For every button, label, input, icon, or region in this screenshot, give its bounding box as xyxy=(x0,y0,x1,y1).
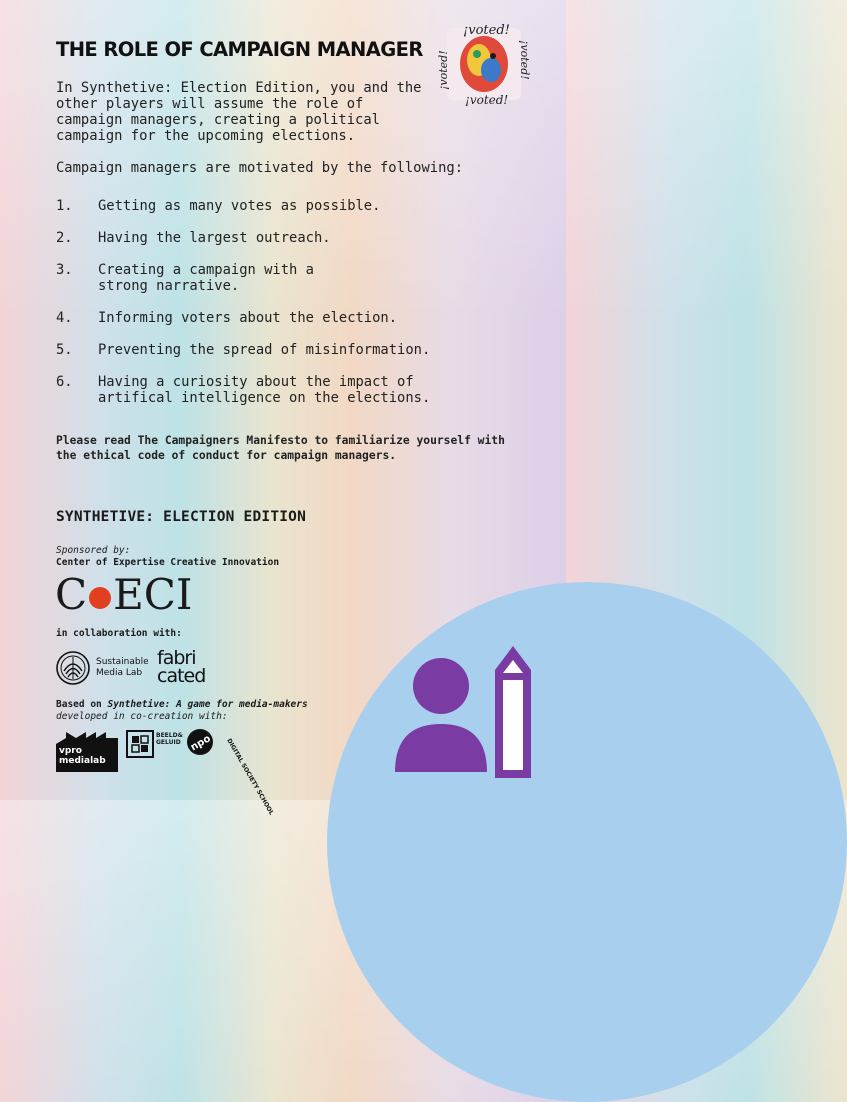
svg-text:¡voted!: ¡voted! xyxy=(437,50,450,90)
list-number: 5. xyxy=(56,342,73,358)
motivation-heading: Campaign managers are motivated by the following: xyxy=(56,160,464,176)
sponsored-label: Sponsored by: xyxy=(56,545,131,556)
list-text: Getting as many votes as possible. xyxy=(98,198,381,214)
list-number: 4. xyxy=(56,310,73,326)
role-card xyxy=(0,0,566,817)
list-text: Having a curiosity about the impact of artifical intelligence on the elections. xyxy=(98,374,431,406)
campaign-manager-icon xyxy=(395,640,545,780)
list-number: 2. xyxy=(56,230,73,246)
list-number: 6. xyxy=(56,374,73,390)
list-text: Preventing the spread of misinformation. xyxy=(98,342,431,358)
list-number: 1. xyxy=(56,198,73,214)
page-title: THE ROLE OF CAMPAIGN MANAGER xyxy=(56,38,423,61)
list-item xyxy=(56,198,476,230)
coeci-logo-eci: ECI xyxy=(113,570,193,619)
list-text: Informing voters about the election. xyxy=(98,310,398,326)
sml-wordmark xyxy=(96,657,149,679)
based-on-prefix: Based on xyxy=(56,699,108,710)
coeci-logo-c: C xyxy=(55,570,88,619)
sml-emblem-icon xyxy=(56,651,90,685)
svg-text:npo: npo xyxy=(188,733,213,754)
collab-label: in collaboration with: xyxy=(56,628,182,639)
intro-paragraph: In Synthetive: Election Edition, you and the other players will assume the role of campaign managers, creating a political campaign for the upcoming elections. xyxy=(56,80,422,144)
svg-text:¡voted!: ¡voted! xyxy=(463,23,510,38)
svg-text:¡voted!: ¡voted! xyxy=(465,93,509,107)
list-item xyxy=(56,262,476,310)
npo-logo xyxy=(186,728,214,756)
coeci-dot-icon xyxy=(89,587,111,609)
sml-line2: Media Lab xyxy=(96,668,143,678)
list-item xyxy=(56,230,476,262)
voted-badge-logo xyxy=(437,20,531,107)
svg-text:DIGITAL SOCIETY SCHOOL: DIGITAL SOCIETY SCHOOL xyxy=(225,737,275,817)
sml-line1: Sustainable xyxy=(96,657,149,667)
beeld-geluid-wordmark: BEELD& GELUID xyxy=(156,732,183,746)
based-on-credit xyxy=(56,699,356,723)
svg-text:¡voted!: ¡voted! xyxy=(518,40,531,80)
beeld-geluid-icon xyxy=(126,730,154,758)
pencil-icon xyxy=(495,646,531,778)
list-text: Creating a campaign with a strong narrative. xyxy=(98,262,314,294)
vpro-wordmark: vpro medialab xyxy=(59,746,106,766)
list-item xyxy=(56,310,476,342)
sustainable-media-lab-logo xyxy=(56,651,149,685)
fabricated-logo: fabri cated xyxy=(157,647,206,687)
based-on-suffix: developed in co-creation with: xyxy=(56,711,228,722)
game-title: SYNTHETIVE: ELECTION EDITION xyxy=(56,509,307,525)
list-number: 3. xyxy=(56,262,73,278)
motivation-list xyxy=(56,198,476,414)
sponsor-name: Center of Expertise Creative Innovation xyxy=(56,557,280,568)
coeci-logo xyxy=(55,572,193,618)
list-item xyxy=(56,342,476,374)
based-on-game: Synthetive: A game for media-makers xyxy=(107,699,308,710)
digital-society-school-logo xyxy=(219,728,275,817)
list-item xyxy=(56,374,476,414)
list-text: Having the largest outreach. xyxy=(98,230,331,246)
manifesto-note: Please read The Campaigners Manifesto to familiarize yourself with the ethical code of conduct for campaign managers. xyxy=(56,434,505,462)
